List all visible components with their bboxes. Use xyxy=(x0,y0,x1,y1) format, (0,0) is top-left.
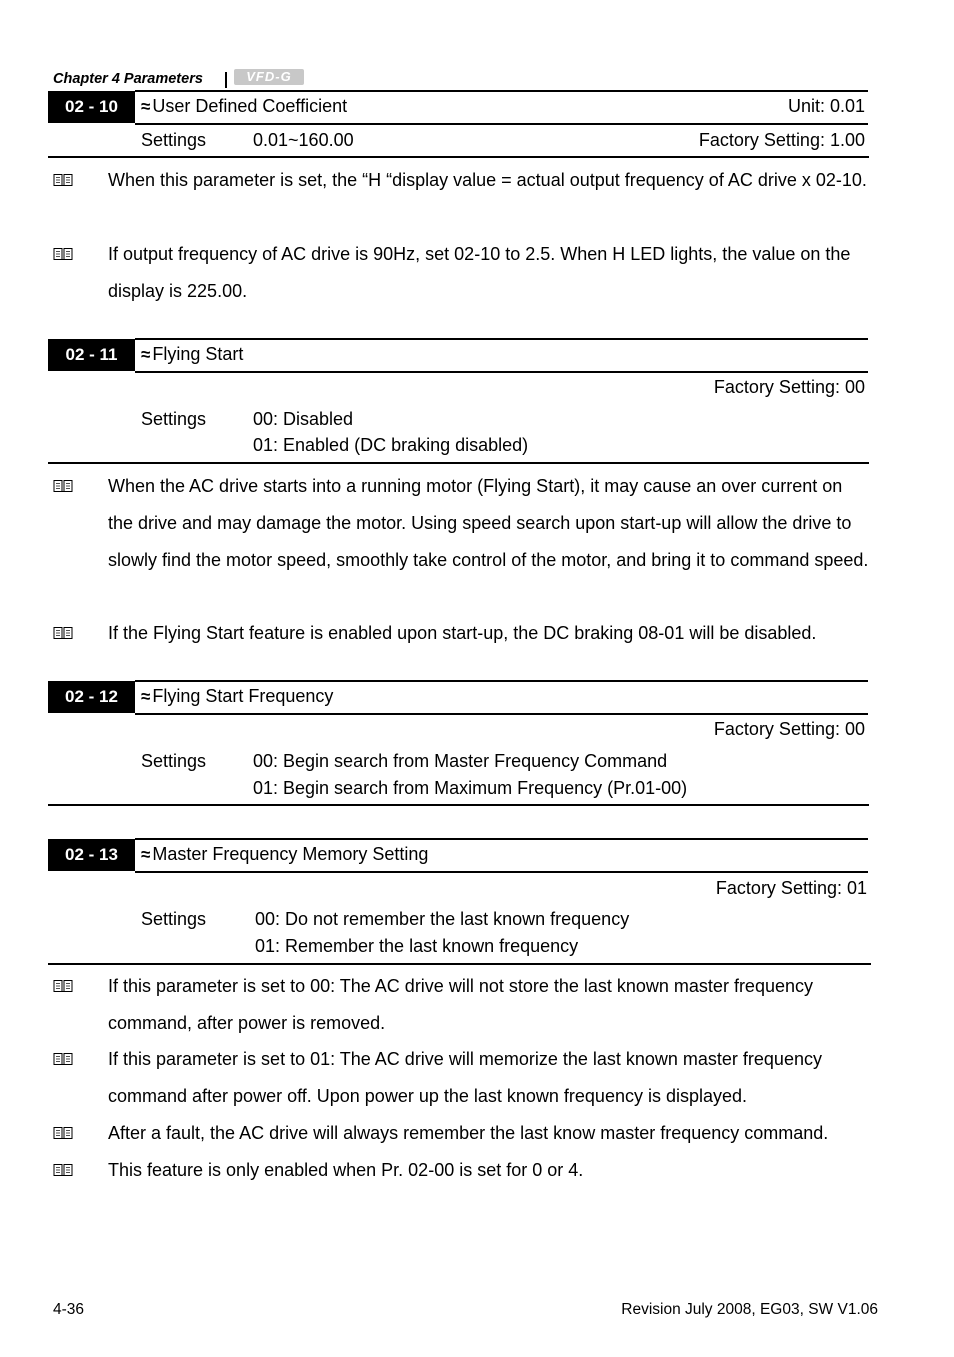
param-02-12-factory-setting: Factory Setting: 00 xyxy=(713,719,865,739)
param-02-12-settings-label: Settings xyxy=(141,751,207,771)
param-02-12-title-text: Flying Start Frequency xyxy=(152,686,334,706)
param-02-13-factory-setting: Factory Setting: 01 xyxy=(715,878,867,898)
param-02-13-note-2: If this parameter is set to 01: The AC drive will memorize the last known master frequency command after power off. Upon power up the last known frequency is displayed. xyxy=(108,1049,822,1106)
param-02-13-setting-option: 00: Do not remember the last known frequency xyxy=(255,909,630,929)
param-02-13-setting-option: 01: Remember the last known frequency xyxy=(255,936,579,956)
param-02-11-note-2: If the Flying Start feature is enabled upon start-up, the DC braking 08-01 will be disabled. xyxy=(108,623,817,643)
param-02-12-top-rule xyxy=(135,680,868,682)
param-02-11-note-1: When the AC drive starts into a running motor (Flying Start), it may cause an over current on the drive and may damage the motor. Using speed search upon start-up will allow the drive to slowly find the motor speed, smoothly take control of the motor, and bring it to command speed. xyxy=(108,476,869,570)
param-02-12-bottom-rule xyxy=(48,804,869,806)
param-02-11-title-text: Flying Start xyxy=(152,344,244,364)
open-book-icon xyxy=(53,1126,73,1140)
param-02-12-title xyxy=(141,686,333,707)
param-02-11-settings-label: Settings xyxy=(141,409,207,429)
param-02-13-top-rule xyxy=(135,838,868,840)
param-02-11-setting-option: 00: Disabled xyxy=(253,409,354,429)
param-02-13-note-4: This feature is only enabled when Pr. 02-00 is set for 0 or 4. xyxy=(108,1160,584,1180)
param-02-11-setting-option: 01: Enabled (DC braking disabled) xyxy=(253,435,529,455)
param-02-10-factory-setting: Factory Setting: 1.00 xyxy=(698,130,865,150)
header-separator xyxy=(225,72,227,88)
param-02-11-factory-setting: Factory Setting: 00 xyxy=(713,377,865,397)
param-02-10-code: 02 - 10 xyxy=(48,91,135,123)
param-02-13-bottom-rule xyxy=(48,963,871,965)
pen-icon: ≈ xyxy=(141,345,151,364)
param-02-12-setting-option: 00: Begin search from Master Frequency Command xyxy=(253,751,668,771)
param-02-10-mid-rule xyxy=(135,123,868,125)
param-02-11-title xyxy=(141,344,243,365)
pen-icon: ≈ xyxy=(141,845,151,864)
param-02-12-mid-rule xyxy=(135,713,868,715)
open-book-icon xyxy=(53,1052,73,1066)
open-book-icon xyxy=(53,173,73,187)
param-02-13-note-1: If this parameter is set to 00: The AC drive will not store the last known master frequency command, after power is removed. xyxy=(108,976,813,1033)
param-02-10-bottom-rule xyxy=(48,156,869,158)
param-02-10-note-2: If output frequency of AC drive is 90Hz, set 02-10 to 2.5. When H LED lights, the value on the display is 225.00. xyxy=(108,244,851,301)
param-02-13-mid-rule xyxy=(135,871,868,873)
param-02-13-settings-label: Settings xyxy=(141,909,207,929)
param-02-10-note-1: When this parameter is set, the “H “display value = actual output frequency of AC drive x 02-10. xyxy=(108,170,867,190)
param-02-11-bottom-rule xyxy=(48,462,869,464)
param-02-11-mid-rule xyxy=(135,371,868,373)
param-02-10-top-rule xyxy=(135,90,868,92)
param-02-13-code: 02 - 13 xyxy=(48,839,135,871)
param-02-12-code: 02 - 12 xyxy=(48,681,135,713)
param-02-13-note-3: After a fault, the AC drive will always remember the last know master frequency command. xyxy=(108,1123,829,1143)
param-02-10-title xyxy=(141,96,347,117)
open-book-icon xyxy=(53,1163,73,1177)
chapter-heading: Chapter 4 Parameters xyxy=(53,71,203,87)
param-02-10-title-text: User Defined Coefficient xyxy=(152,96,348,116)
open-book-icon xyxy=(53,247,73,261)
param-02-13-title xyxy=(141,844,428,865)
pen-icon: ≈ xyxy=(141,687,151,706)
param-02-10-unit: Unit: 0.01 xyxy=(787,96,865,116)
param-02-11-top-rule xyxy=(135,338,868,340)
param-02-13-title-text: Master Frequency Memory Setting xyxy=(152,844,429,864)
revision-info: Revision July 2008, EG03, SW V1.06 xyxy=(621,1301,878,1318)
param-02-11-code: 02 - 11 xyxy=(48,339,135,371)
page-number: 4-36 xyxy=(53,1301,85,1318)
open-book-icon xyxy=(53,626,73,640)
param-02-10-settings-label: Settings xyxy=(141,130,207,150)
pen-icon: ≈ xyxy=(141,97,151,116)
param-02-12-setting-option: 01: Begin search from Maximum Frequency (Pr.01-00) xyxy=(253,778,688,798)
open-book-icon xyxy=(53,979,73,993)
vfd-g-logo: VFD-G xyxy=(234,69,304,85)
param-02-10-setting-range: 0.01~160.00 xyxy=(253,130,354,150)
open-book-icon xyxy=(53,479,73,493)
